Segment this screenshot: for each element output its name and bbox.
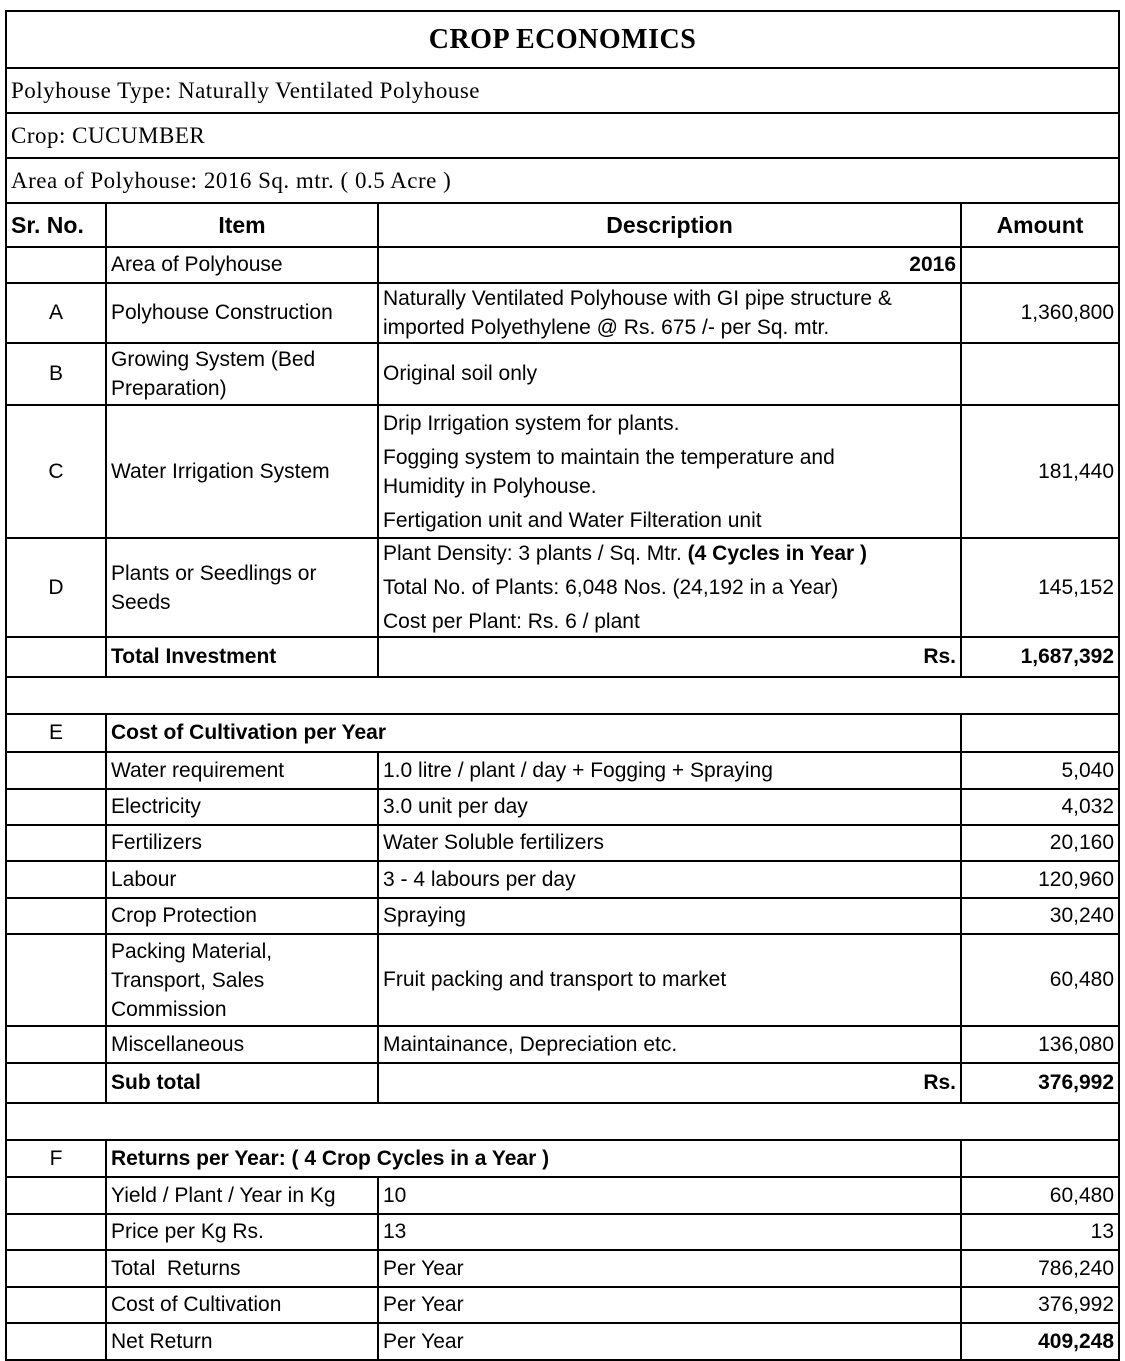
item-cell: Electricity: [106, 789, 378, 825]
table-row: [6, 283, 1119, 343]
sr-cell: [6, 825, 106, 861]
amount-cell: [961, 343, 1119, 405]
description-cell: 3 - 4 labours per day: [378, 861, 961, 898]
cycles-text: (4 Cycles in Year ): [687, 542, 868, 565]
description-cell: 2016: [378, 247, 961, 283]
sr-cell: [6, 752, 106, 789]
item-line: Packing Material,: [111, 939, 273, 963]
sr-cell: [6, 934, 106, 1026]
item-line: Preparation): [111, 377, 227, 400]
table-row: [6, 825, 1119, 861]
table-row: [6, 898, 1119, 934]
sr-cell: F: [6, 1140, 106, 1177]
sr-cell: B: [6, 343, 106, 405]
spacer-cell: [6, 677, 1119, 714]
description-cell: [378, 538, 961, 637]
info-row: [6, 113, 1119, 158]
total-row: [6, 637, 1119, 677]
description-cell: Water Soluble fertilizers: [378, 825, 961, 861]
net-return-amount: 409,248: [961, 1323, 1119, 1360]
polyhouse-type: Polyhouse Type: Naturally Ventilated Polyhouse: [6, 68, 1119, 113]
sr-cell: E: [6, 714, 106, 752]
subtotal-amount: 376,992: [961, 1063, 1119, 1103]
description-cell: [378, 283, 961, 343]
item-cell: Miscellaneous: [106, 1026, 378, 1063]
sr-cell: [6, 1287, 106, 1323]
subtotal-row: [6, 1063, 1119, 1103]
polyhouse-area: Area of Polyhouse: 2016 Sq. mtr. ( 0.5 Acre ): [6, 158, 1119, 203]
sr-cell: [6, 247, 106, 283]
info-row: [6, 68, 1119, 113]
crop-economics-table: [5, 10, 1120, 1361]
sr-cell: [6, 898, 106, 934]
item-cell: Price per Kg Rs.: [106, 1214, 378, 1250]
description-line: Cost per Plant: Rs. 6 / plant: [383, 610, 640, 633]
spacer-cell: [6, 1103, 1119, 1140]
description-line: Fogging system to maintain the temperature and: [383, 445, 835, 469]
description-cell: [378, 405, 961, 538]
amount-cell: 20,160: [961, 825, 1119, 861]
amount-cell: [961, 1140, 1119, 1177]
amount-cell: [961, 247, 1119, 283]
sr-cell: [6, 861, 106, 898]
table-row: [6, 789, 1119, 825]
header-sr-no: Sr. No.: [6, 203, 106, 247]
amount-cell: 181,440: [961, 405, 1119, 538]
net-return-row: [6, 1323, 1119, 1360]
sr-cell: A: [6, 283, 106, 343]
subtotal-label: Sub total: [106, 1063, 378, 1103]
description-line: Total No. of Plants: 6,048 Nos. (24,192 in a Year): [383, 576, 839, 599]
table-row: [6, 343, 1119, 405]
description-line: Drip Irrigation system for plants.: [383, 411, 680, 435]
amount-cell: 5,040: [961, 752, 1119, 789]
description-cell: Per Year: [378, 1287, 961, 1323]
table-row: [6, 1177, 1119, 1214]
item-line: Transport, Sales: [111, 968, 265, 992]
table-row: [6, 538, 1119, 637]
item-cell: [106, 538, 378, 637]
sr-cell: [6, 1323, 106, 1360]
item-cell: Fertilizers: [106, 825, 378, 861]
crop-name: Crop: CUCUMBER: [6, 113, 1119, 158]
amount-cell: 60,480: [961, 1177, 1119, 1214]
amount-cell: 1,360,800: [961, 283, 1119, 343]
plant-density-text: Plant Density: 3 plants / Sq. Mtr.: [383, 542, 688, 565]
item-cell: Yield / Plant / Year in Kg: [106, 1177, 378, 1214]
item-cell: Net Return: [106, 1323, 378, 1360]
table-row: [6, 752, 1119, 789]
sheet-title: CROP ECONOMICS: [6, 11, 1119, 68]
description-cell: Per Year: [378, 1250, 961, 1287]
table-row: [6, 1026, 1119, 1063]
sr-cell: [6, 789, 106, 825]
item-cell: Water Irrigation System: [106, 405, 378, 538]
amount-cell: 60,480: [961, 934, 1119, 1026]
table-row: [6, 1214, 1119, 1250]
item-cell: Water requirement: [106, 752, 378, 789]
total-investment-label: Total Investment: [106, 637, 378, 677]
item-line: Growing System (Bed: [111, 348, 316, 371]
description-cell: Original soil only: [378, 343, 961, 405]
sr-cell: [6, 1250, 106, 1287]
description-cell: Maintainance, Depreciation etc.: [378, 1026, 961, 1063]
description-line: Humidity in Polyhouse.: [383, 474, 597, 498]
description-cell: Spraying: [378, 898, 961, 934]
description-cell: 10: [378, 1177, 961, 1214]
table-row: [6, 1250, 1119, 1287]
amount-cell: 376,992: [961, 1287, 1119, 1323]
item-cell: Area of Polyhouse: [106, 247, 378, 283]
description-line: imported Polyethylene @ Rs. 675 /- per Sq. mtr.: [383, 316, 830, 339]
item-cell: Total Returns: [106, 1250, 378, 1287]
sr-cell: [6, 1214, 106, 1250]
total-investment-amount: 1,687,392: [961, 637, 1119, 677]
sr-cell: [6, 1063, 106, 1103]
item-cell: Cost of Cultivation: [106, 1287, 378, 1323]
sr-cell: [6, 637, 106, 677]
description-line: [383, 539, 956, 568]
sr-cell: D: [6, 538, 106, 637]
spacer-row: [6, 677, 1119, 714]
amount-cell: 120,960: [961, 861, 1119, 898]
table-row: [6, 861, 1119, 898]
description-cell: 3.0 unit per day: [378, 789, 961, 825]
currency-cell: Rs.: [378, 637, 961, 677]
description-cell: 13: [378, 1214, 961, 1250]
sr-cell: [6, 1026, 106, 1063]
amount-cell: 786,240: [961, 1250, 1119, 1287]
item-cell: Labour: [106, 861, 378, 898]
amount-cell: [961, 714, 1119, 752]
section-heading-row: [6, 1140, 1119, 1177]
amount-cell: 13: [961, 1214, 1119, 1250]
item-cell: Polyhouse Construction: [106, 283, 378, 343]
header-description: Description: [378, 203, 961, 247]
description-cell: Fruit packing and transport to market: [378, 934, 961, 1026]
item-cell: [106, 934, 378, 1026]
amount-cell: 30,240: [961, 898, 1119, 934]
description-line: Naturally Ventilated Polyhouse with GI pipe structure &: [383, 287, 892, 310]
table-row: [6, 247, 1119, 283]
amount-cell: 136,080: [961, 1026, 1119, 1063]
item-cell: Crop Protection: [106, 898, 378, 934]
info-row: [6, 158, 1119, 203]
amount-cell: 145,152: [961, 538, 1119, 637]
title-row: [6, 11, 1119, 68]
description-line: Fertigation unit and Water Filteration unit: [383, 508, 762, 532]
amount-cell: 4,032: [961, 789, 1119, 825]
section-heading: Cost of Cultivation per Year: [106, 714, 961, 752]
currency-cell: Rs.: [378, 1063, 961, 1103]
table-row: [6, 934, 1119, 1026]
table-row: [6, 405, 1119, 538]
description-cell: 1.0 litre / plant / day + Fogging + Spraying: [378, 752, 961, 789]
description-cell: Per Year: [378, 1323, 961, 1360]
item-line: Seeds: [111, 590, 171, 614]
sr-cell: C: [6, 405, 106, 538]
header-item: Item: [106, 203, 378, 247]
section-heading-row: [6, 714, 1119, 752]
header-amount: Amount: [961, 203, 1119, 247]
spacer-row: [6, 1103, 1119, 1140]
table-row: [6, 1287, 1119, 1323]
header-row: [6, 203, 1119, 247]
item-line: Plants or Seedlings or: [111, 561, 317, 585]
section-heading: Returns per Year: ( 4 Crop Cycles in a Year ): [106, 1140, 961, 1177]
item-cell: [106, 343, 378, 405]
item-line: Commission: [111, 997, 227, 1021]
sr-cell: [6, 1177, 106, 1214]
